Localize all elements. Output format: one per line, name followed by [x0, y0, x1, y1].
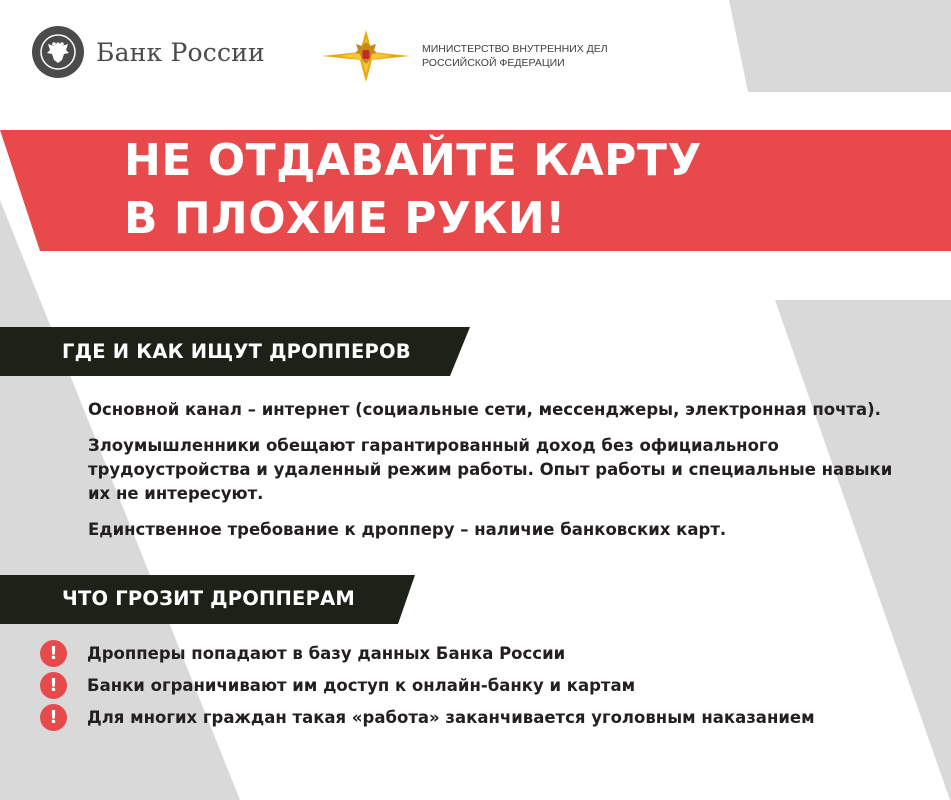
- headline-line2: В ПЛОХИЕ РУКИ!: [124, 193, 566, 244]
- exclamation-circle-icon: !: [40, 640, 67, 667]
- section2-title: ЧТО ГРОЗИТ ДРОППЕРАМ: [62, 587, 355, 610]
- section1-paragraph-2: Злоумышленники обещают гарантированный доход без официального трудоустройства и удаленный режим работы. Опыт работы и специальные навыки их не интересуют.: [88, 436, 893, 503]
- warning-text: Для многих граждан такая «работа» заканчивается уголовным наказанием: [87, 708, 815, 727]
- headline: [124, 132, 884, 248]
- mvd-logo: [320, 28, 608, 84]
- section1-title: ГДЕ И КАК ИЩУТ ДРОППЕРОВ: [62, 340, 411, 363]
- section1-paragraph-3: Единственное требование к дропперу – наличие банковских карт.: [88, 520, 727, 539]
- bank-name: Банк России: [96, 37, 265, 67]
- warning-text: Банки ограничивают им доступ к онлайн-банку и картам: [87, 676, 636, 695]
- mvd-emblem-icon: [320, 28, 412, 84]
- section1-paragraph-1: Основной канал – интернет (социальные сети, мессенджеры, электронная почта).: [88, 400, 881, 419]
- warning-item: [40, 672, 635, 699]
- ministry-name-line2: РОССИЙСКОЙ ФЕДЕРАЦИИ: [422, 57, 565, 69]
- bank-of-russia-logo: [32, 26, 265, 78]
- ministry-name-line1: МИНИСТЕРСТВО ВНУТРЕННИХ ДЕЛ: [422, 43, 608, 55]
- double-headed-eagle-icon: [32, 26, 84, 78]
- warning-item: [40, 640, 565, 667]
- warning-item: [40, 704, 815, 731]
- headline-line1: НЕ ОТДАВАЙТЕ КАРТУ: [124, 135, 702, 186]
- top-right-gray-stripe: [729, 0, 951, 92]
- exclamation-circle-icon: !: [40, 672, 67, 699]
- exclamation-circle-icon: !: [40, 704, 67, 731]
- warning-text: Дропперы попадают в базу данных Банка России: [87, 644, 566, 663]
